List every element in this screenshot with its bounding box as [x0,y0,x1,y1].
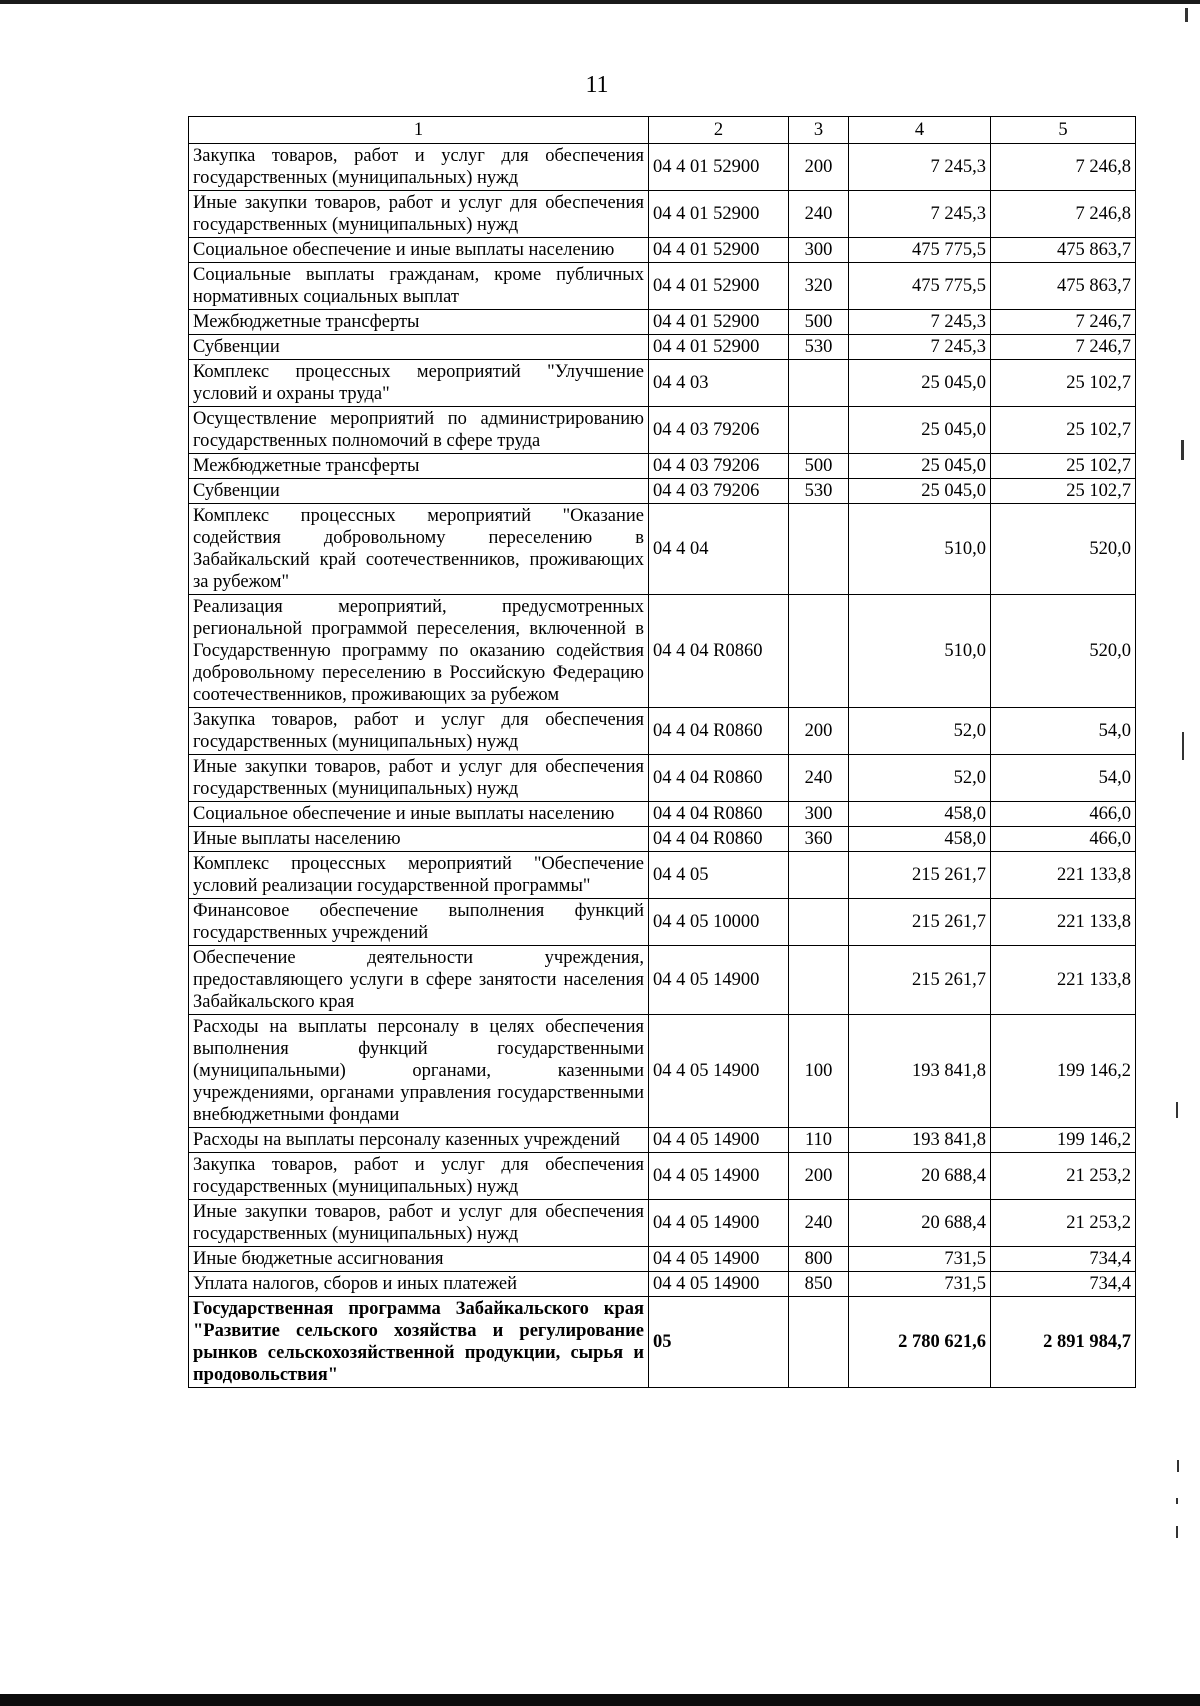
row-type-cell [789,1297,849,1388]
header-row [189,117,1136,144]
row-type-cell: 240 [789,191,849,238]
table-row [189,802,1136,827]
row-value-col5-cell: 520,0 [991,504,1136,595]
row-code-cell: 04 4 03 79206 [649,479,789,504]
row-value-col5-cell: 199 146,2 [991,1015,1136,1128]
row-value-col4-cell: 215 261,7 [849,852,991,899]
row-code-cell: 04 4 04 R0860 [649,708,789,755]
row-name-cell: Закупка товаров, работ и услуг для обеспечения государственных (муниципальных) нужд [189,708,649,755]
row-value-col4-cell: 52,0 [849,755,991,802]
row-code-cell: 04 4 05 14900 [649,1200,789,1247]
row-type-cell [789,852,849,899]
row-name-cell: Социальное обеспечение и иные выплаты населению [189,238,649,263]
row-value-col5-cell: 475 863,7 [991,238,1136,263]
table-row [189,899,1136,946]
row-value-col4-cell: 510,0 [849,595,991,708]
table-row [189,595,1136,708]
row-value-col4-cell: 25 045,0 [849,454,991,479]
row-type-cell [789,504,849,595]
row-value-col4-cell: 7 245,3 [849,335,991,360]
row-code-cell: 04 4 01 52900 [649,263,789,310]
row-value-col4-cell: 25 045,0 [849,479,991,504]
row-code-cell: 04 4 05 14900 [649,1272,789,1297]
row-name-cell: Межбюджетные трансферты [189,310,649,335]
row-code-cell: 04 4 04 R0860 [649,595,789,708]
table-row [189,191,1136,238]
budget-table [188,116,1136,1388]
row-value-col5-cell: 466,0 [991,802,1136,827]
row-value-col5-cell: 199 146,2 [991,1128,1136,1153]
row-name-cell: Иные закупки товаров, работ и услуг для обеспечения государственных (муниципальных) нужд [189,191,649,238]
row-code-cell: 04 4 01 52900 [649,144,789,191]
row-type-cell [789,360,849,407]
row-value-col4-cell: 731,5 [849,1247,991,1272]
row-type-cell: 200 [789,144,849,191]
row-type-cell [789,899,849,946]
row-name-cell: Субвенции [189,479,649,504]
row-type-cell: 300 [789,802,849,827]
table-row [189,1200,1136,1247]
row-value-col5-cell: 475 863,7 [991,263,1136,310]
row-value-col5-cell: 734,4 [991,1272,1136,1297]
row-type-cell: 320 [789,263,849,310]
row-value-col5-cell: 7 246,8 [991,144,1136,191]
row-value-col4-cell: 193 841,8 [849,1015,991,1128]
scan-speck [1177,1460,1179,1472]
header-col-3: 3 [789,117,849,144]
row-type-cell: 300 [789,238,849,263]
table-body [189,144,1136,1388]
row-type-cell: 360 [789,827,849,852]
row-value-col5-cell: 221 133,8 [991,899,1136,946]
row-code-cell: 04 4 01 52900 [649,238,789,263]
row-value-col5-cell: 520,0 [991,595,1136,708]
row-value-col4-cell: 7 245,3 [849,144,991,191]
row-name-cell: Финансовое обеспечение выполнения функций государственных учреждений [189,899,649,946]
row-type-cell: 100 [789,1015,849,1128]
row-name-cell: Расходы на выплаты персоналу в целях обеспечения выполнения функций государственными (муниципальными) органами, казенными учреждениями, органами управления государственными внебюджетными фондами [189,1015,649,1128]
table-row [189,1272,1136,1297]
row-value-col5-cell: 734,4 [991,1247,1136,1272]
row-code-cell: 04 4 04 R0860 [649,827,789,852]
row-value-col5-cell: 54,0 [991,755,1136,802]
row-code-cell: 04 4 05 14900 [649,1247,789,1272]
row-code-cell: 04 4 04 R0860 [649,755,789,802]
row-type-cell: 200 [789,1153,849,1200]
row-value-col4-cell: 20 688,4 [849,1153,991,1200]
row-name-cell: Обеспечение деятельности учреждения, предоставляющего услуги в сфере занятости населения Забайкальского края [189,946,649,1015]
row-code-cell: 04 4 05 14900 [649,1128,789,1153]
row-code-cell: 04 4 04 [649,504,789,595]
row-code-cell: 04 4 05 [649,852,789,899]
row-name-cell: Иные закупки товаров, работ и услуг для обеспечения государственных (муниципальных) нужд [189,755,649,802]
row-code-cell: 04 4 04 R0860 [649,802,789,827]
header-col-1: 1 [189,117,649,144]
table-row [189,1247,1136,1272]
row-value-col4-cell: 475 775,5 [849,263,991,310]
page-number: 11 [585,72,609,98]
row-name-cell: Социальные выплаты гражданам, кроме публичных нормативных социальных выплат [189,263,649,310]
row-value-col4-cell: 25 045,0 [849,360,991,407]
row-value-col4-cell: 475 775,5 [849,238,991,263]
row-value-col5-cell: 54,0 [991,708,1136,755]
row-name-cell: Межбюджетные трансферты [189,454,649,479]
row-value-col5-cell: 221 133,8 [991,946,1136,1015]
row-value-col5-cell: 25 102,7 [991,454,1136,479]
table-row [189,946,1136,1015]
row-value-col4-cell: 215 261,7 [849,899,991,946]
header-col-4: 4 [849,117,991,144]
row-name-cell: Уплата налогов, сборов и иных платежей [189,1272,649,1297]
row-type-cell [789,946,849,1015]
scan-bottom-edge [0,1694,1200,1706]
row-code-cell: 05 [649,1297,789,1388]
row-value-col5-cell: 25 102,7 [991,360,1136,407]
row-value-col4-cell: 458,0 [849,802,991,827]
row-code-cell: 04 4 03 79206 [649,407,789,454]
row-type-cell: 800 [789,1247,849,1272]
table-row [189,755,1136,802]
row-value-col5-cell: 7 246,8 [991,191,1136,238]
row-value-col5-cell: 21 253,2 [991,1153,1136,1200]
row-type-cell [789,595,849,708]
scan-top-edge [0,0,1200,4]
row-code-cell: 04 4 01 52900 [649,335,789,360]
table-row [189,263,1136,310]
row-name-cell: Комплекс процессных мероприятий "Оказание содействия добровольному переселению в Забайкальский край соотечественников, проживающих за рубежом" [189,504,649,595]
table-row [189,708,1136,755]
row-code-cell: 04 4 05 14900 [649,1153,789,1200]
row-code-cell: 04 4 05 14900 [649,946,789,1015]
row-type-cell: 240 [789,755,849,802]
row-value-col4-cell: 458,0 [849,827,991,852]
table-row [189,454,1136,479]
scan-speck [1182,732,1184,760]
row-name-cell: Расходы на выплаты персоналу казенных учреждений [189,1128,649,1153]
row-type-cell: 240 [789,1200,849,1247]
row-type-cell: 530 [789,335,849,360]
row-type-cell: 200 [789,708,849,755]
table-row [189,360,1136,407]
row-name-cell: Государственная программа Забайкальского края "Развитие сельского хозяйства и регулирование рынков сельскохозяйственной продукции, сырья и продовольствия" [189,1297,649,1388]
row-code-cell: 04 4 05 10000 [649,899,789,946]
row-value-col5-cell: 7 246,7 [991,335,1136,360]
table-row [189,144,1136,191]
row-name-cell: Комплекс процессных мероприятий "Улучшение условий и охраны труда" [189,360,649,407]
row-name-cell: Иные бюджетные ассигнования [189,1247,649,1272]
scan-speck [1181,440,1184,460]
table-row [189,1128,1136,1153]
row-value-col5-cell: 7 246,7 [991,310,1136,335]
row-name-cell: Осуществление мероприятий по администрированию государственных полномочий в сфере труда [189,407,649,454]
row-name-cell: Социальное обеспечение и иные выплаты населению [189,802,649,827]
row-value-col4-cell: 52,0 [849,708,991,755]
scan-speck [1176,1498,1178,1504]
row-value-col4-cell: 2 780 621,6 [849,1297,991,1388]
row-code-cell: 04 4 05 14900 [649,1015,789,1128]
row-type-cell: 500 [789,454,849,479]
row-name-cell: Закупка товаров, работ и услуг для обеспечения государственных (муниципальных) нужд [189,144,649,191]
scan-speck [1185,8,1188,22]
row-value-col4-cell: 215 261,7 [849,946,991,1015]
row-code-cell: 04 4 03 [649,360,789,407]
row-value-col5-cell: 221 133,8 [991,852,1136,899]
scan-speck [1176,1526,1178,1538]
row-value-col5-cell: 2 891 984,7 [991,1297,1136,1388]
table-row [189,335,1136,360]
table-row [189,1015,1136,1128]
scan-speck [1176,1102,1178,1118]
row-code-cell: 04 4 01 52900 [649,310,789,335]
row-name-cell: Иные закупки товаров, работ и услуг для обеспечения государственных (муниципальных) нужд [189,1200,649,1247]
row-value-col4-cell: 510,0 [849,504,991,595]
row-value-col4-cell: 25 045,0 [849,407,991,454]
row-type-cell [789,407,849,454]
row-value-col4-cell: 193 841,8 [849,1128,991,1153]
header-col-5: 5 [991,117,1136,144]
row-name-cell: Иные выплаты населению [189,827,649,852]
table-row [189,1297,1136,1388]
row-type-cell: 110 [789,1128,849,1153]
row-value-col5-cell: 25 102,7 [991,407,1136,454]
table-row [189,827,1136,852]
row-name-cell: Реализация мероприятий, предусмотренных региональной программой переселения, включенной в Государственную программу по оказанию содействия добровольному переселению в Российскую Федерацию соотечественников, проживающих за рубежом [189,595,649,708]
row-code-cell: 04 4 01 52900 [649,191,789,238]
row-value-col5-cell: 466,0 [991,827,1136,852]
table-row [189,504,1136,595]
table-row [189,479,1136,504]
row-name-cell: Субвенции [189,335,649,360]
row-name-cell: Комплекс процессных мероприятий "Обеспечение условий реализации государственной программы" [189,852,649,899]
table-row [189,407,1136,454]
row-code-cell: 04 4 03 79206 [649,454,789,479]
table-row [189,852,1136,899]
row-type-cell: 530 [789,479,849,504]
table-row [189,310,1136,335]
header-col-2: 2 [649,117,789,144]
row-type-cell: 500 [789,310,849,335]
row-value-col4-cell: 731,5 [849,1272,991,1297]
row-value-col4-cell: 7 245,3 [849,191,991,238]
row-type-cell: 850 [789,1272,849,1297]
row-value-col4-cell: 20 688,4 [849,1200,991,1247]
table-row [189,238,1136,263]
row-value-col5-cell: 25 102,7 [991,479,1136,504]
row-value-col5-cell: 21 253,2 [991,1200,1136,1247]
row-name-cell: Закупка товаров, работ и услуг для обеспечения государственных (муниципальных) нужд [189,1153,649,1200]
row-value-col4-cell: 7 245,3 [849,310,991,335]
table-row [189,1153,1136,1200]
